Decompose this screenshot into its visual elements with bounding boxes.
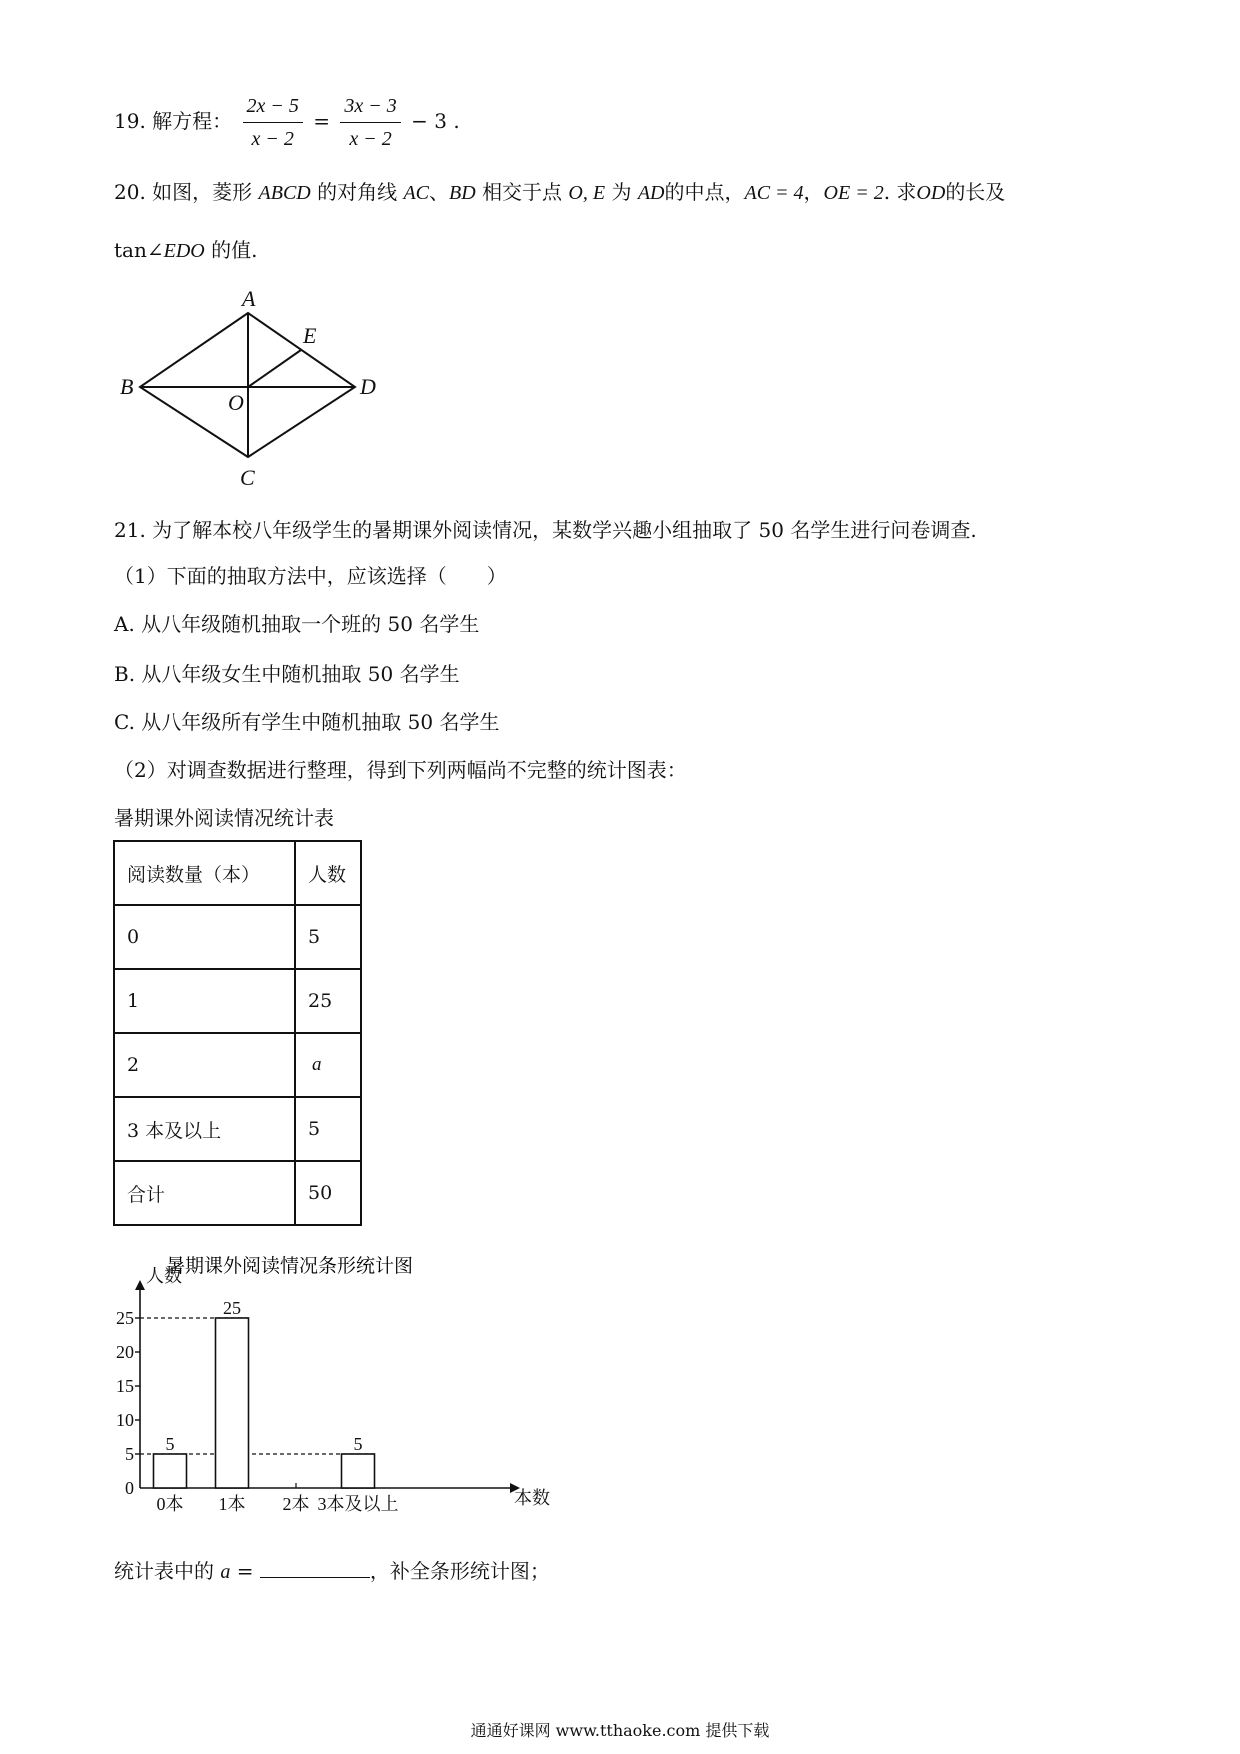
x-tick-label: 0本 — [156, 1494, 184, 1514]
table-row — [114, 1033, 361, 1097]
question-19 — [114, 92, 460, 153]
q20-bd: BD — [449, 182, 476, 204]
q19-frac1-numerator: 2x − 5 — [243, 92, 303, 123]
table-title: 暑期课外阅读情况统计表 — [114, 806, 334, 830]
answer-suffix: ，补全条形统计图； — [369, 1559, 550, 1583]
q20-od: OD — [916, 182, 946, 204]
label-c: C — [240, 465, 255, 490]
y-tick-label: 15 — [116, 1376, 134, 1396]
bar-chart — [100, 1250, 550, 1520]
q20-text-rest: 的值. — [211, 238, 258, 262]
q20-text-d: 为 — [611, 180, 632, 204]
q20-text-f: . 求 — [883, 180, 917, 204]
question-20-line-2 — [114, 236, 257, 265]
y-tick-label: 20 — [116, 1342, 134, 1362]
table-cell: 3 本及以上 — [114, 1097, 295, 1161]
table-cell: a — [295, 1033, 361, 1097]
q21-part-1: （1）下面的抽取方法中，应该选择（ ） — [114, 564, 507, 588]
answer-variable: a — [220, 1561, 231, 1583]
q21-part-2: （2）对调查数据进行整理，得到下列两幅尚不完整的统计图表： — [114, 758, 687, 782]
q20-oe-eq: OE = 2 — [823, 182, 884, 204]
table-row — [114, 1161, 361, 1225]
segment-oe — [248, 350, 301, 387]
table-cell: 合计 — [114, 1161, 295, 1225]
table-cell: 5 — [295, 905, 361, 969]
x-tick-label: 1本 — [218, 1494, 246, 1514]
q19-prefix: 19. 解方程： — [114, 109, 233, 133]
table-cell: 2 — [114, 1033, 295, 1097]
q20-sep: 、 — [429, 180, 450, 204]
y-tick-label: 10 — [116, 1410, 134, 1430]
q20-ac: AC — [403, 182, 430, 204]
y-axis-label: 人数 — [146, 1266, 182, 1286]
table-row — [114, 905, 361, 969]
label-d: D — [360, 374, 376, 399]
table-cell: 25 — [295, 969, 361, 1033]
table-cell: 5 — [295, 1097, 361, 1161]
q20-text-g: 的长及 — [945, 180, 1006, 204]
q19-fraction-2 — [340, 92, 400, 153]
q20-text-b: 的对角线 — [317, 180, 398, 204]
label-e: E — [303, 323, 317, 348]
q19-frac2-numerator: 3x − 3 — [340, 92, 400, 123]
q19-fraction-1 — [243, 92, 303, 153]
rhombus-figure — [110, 285, 390, 495]
data-label: 5 — [165, 1434, 175, 1454]
bar — [342, 1454, 375, 1488]
q20-comma: ， — [803, 180, 824, 204]
page-footer: 通通好课网 www.tthaoke.com 提供下载 — [470, 1721, 770, 1740]
q20-text-a: 20. 如图，菱形 — [114, 180, 253, 204]
x-axis-label: 本数 — [514, 1488, 550, 1508]
y-tick-label: 25 — [116, 1308, 134, 1328]
y-tick-label: 5 — [125, 1444, 134, 1464]
bar — [216, 1318, 249, 1488]
table-header-cell: 阅读数量（本） — [114, 841, 295, 905]
q20-text-e: 的中点， — [664, 180, 745, 204]
q21-option-a: A. 从八年级随机抽取一个班的 50 名学生 — [114, 612, 480, 636]
q20-ac-eq: AC = 4 — [744, 182, 804, 204]
q20-ad: AD — [637, 182, 665, 204]
q21-intro: 21. 为了解本校八年级学生的暑期课外阅读情况，某数学兴趣小组抽取了 50 名学生进行问卷调查. — [114, 518, 977, 542]
q20-text-c: 相交于点 — [482, 180, 563, 204]
table-header-cell: 人数 — [295, 841, 361, 905]
q21-option-c: C. 从八年级所有学生中随机抽取 50 名学生 — [114, 710, 500, 734]
question-20-line-1 — [114, 178, 1005, 207]
q19-equals: = — [313, 109, 331, 133]
answer-equals: = — [236, 1559, 254, 1583]
label-b: B — [120, 374, 134, 399]
table-row — [114, 969, 361, 1033]
x-tick-label: 3本及以上 — [317, 1494, 399, 1514]
reading-stat-table — [113, 840, 362, 1226]
label-o: O — [228, 390, 244, 415]
q20-edo: EDO — [163, 240, 205, 262]
answer-blank[interactable] — [260, 1555, 370, 1578]
table-header-row — [114, 841, 361, 905]
table-cell: 0 — [114, 905, 295, 969]
x-tick-label: 2本 — [282, 1494, 310, 1514]
table-cell: 50 — [295, 1161, 361, 1225]
q19-frac2-denominator: x − 2 — [349, 128, 392, 150]
q19-frac1-denominator: x − 2 — [251, 128, 294, 150]
data-label: 5 — [353, 1434, 363, 1454]
q20-points-oe: O, E — [568, 182, 606, 204]
table-row — [114, 1097, 361, 1161]
q20-abcd: ABCD — [258, 182, 311, 204]
label-a: A — [242, 286, 256, 311]
q21-answer-line — [114, 1555, 550, 1586]
table-cell: 1 — [114, 969, 295, 1033]
answer-prefix: 统计表中的 — [114, 1559, 214, 1583]
q20-tan: tan∠ — [114, 238, 164, 262]
y-axis-arrow — [135, 1280, 145, 1290]
q19-tail: − 3 . — [411, 109, 460, 133]
bar — [154, 1454, 187, 1488]
chart-title: 暑期课外阅读情况条形统计图 — [166, 1256, 414, 1277]
y-tick-label: 0 — [125, 1478, 134, 1498]
q21-option-b: B. 从八年级女生中随机抽取 50 名学生 — [114, 662, 460, 686]
data-label: 25 — [223, 1298, 241, 1318]
